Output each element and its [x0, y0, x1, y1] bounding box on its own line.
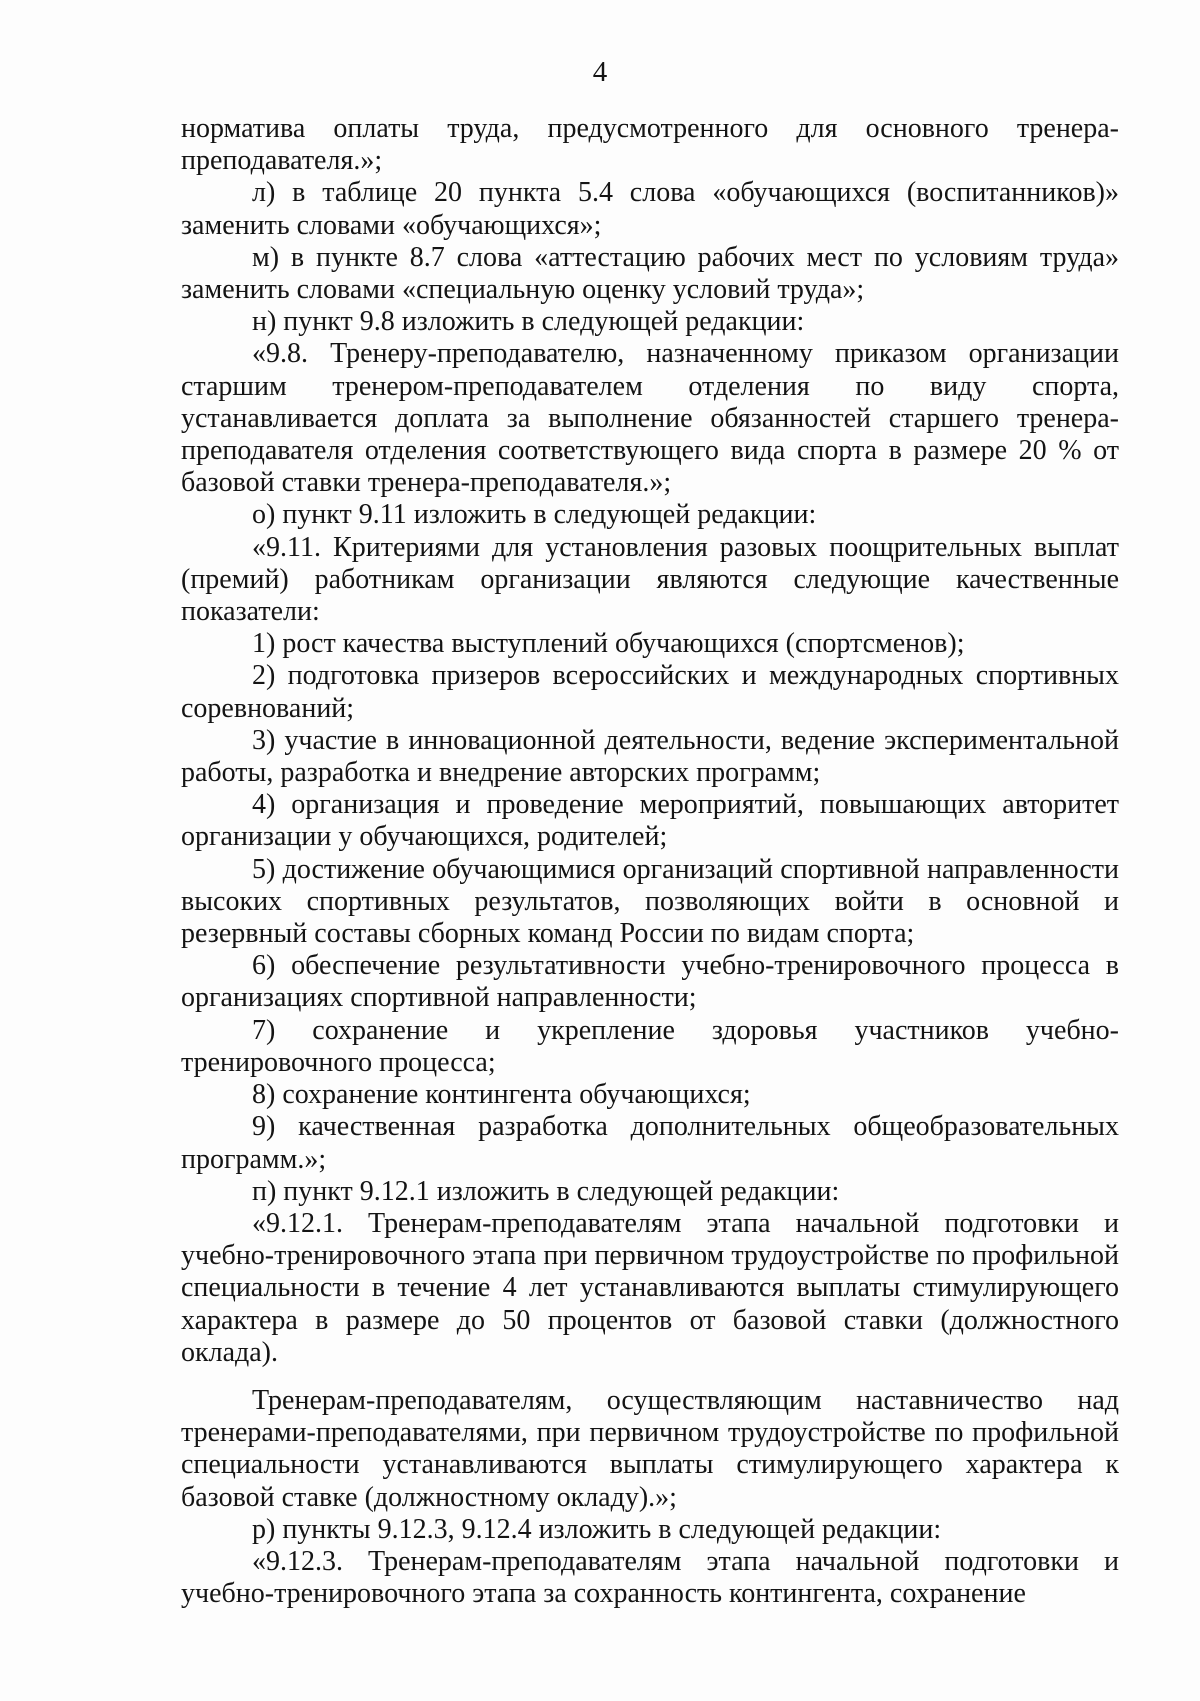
paragraph: л) в таблице 20 пункта 5.4 слова «обучающихся (воспитанников)» заменить словами «обучающихся»;: [181, 177, 1119, 241]
list-item: 3) участие в инновационной деятельности, ведение экспериментальной работы, разработка и внедрение авторских программ;: [181, 724, 1119, 789]
paragraph: р) пункты 9.12.3, 9.12.4 изложить в следующей редакции:: [252, 1513, 942, 1545]
paragraph: п) пункт 9.12.1 изложить в следующей редакции:: [252, 1175, 840, 1207]
list-item: 5) достижение обучающимися организаций спортивной направленности высоких спортивных результатов, позволяющих войти в основной и резервный составы сборных команд России по видам спорта;: [181, 853, 1119, 950]
document-body: [181, 113, 1119, 1610]
paragraph: о) пункт 9.11 изложить в следующей редакции:: [252, 499, 817, 531]
list-item: 4) организация и проведение мероприятий, повышающих авторитет организации у обучающихся, родителей;: [181, 789, 1119, 853]
list-item: 8) сохранение контингента обучающихся;: [252, 1079, 751, 1111]
list-item: 1) рост качества выступлений обучающихся (спортсменов);: [252, 628, 965, 660]
paragraph: «9.12.3. Тренерам-преподавателям этапа начальной подготовки и учебно-тренировочного этапа за сохранность контингента, сохранение: [181, 1545, 1119, 1610]
list-item: 7) сохранение и укрепление здоровья участников учебно-тренировочного процесса;: [181, 1014, 1119, 1078]
paragraph: норматива оплаты труда, предусмотренного для основного тренера-преподавателя.»;: [181, 113, 1119, 177]
page-number: 4: [592, 56, 608, 88]
paragraph: н) пункт 9.8 изложить в следующей редакции:: [252, 306, 805, 338]
list-item: 2) подготовка призеров всероссийских и международных спортивных соревнований;: [181, 660, 1119, 724]
paragraph: Тренерам-преподавателям, осуществляющим наставничество над тренерами-преподавателями, при первичном трудоустройстве по профильной специальности устанавливаются выплаты стимулирующего характера к базовой ставке (должностному окладу).»;: [181, 1384, 1119, 1513]
paragraph: «9.8. Тренеру-преподавателю, назначенному приказом организации старшим тренером-преподавателем отделения по виду спорта, устанавливается доплата за выполнение обязанностей старшего тренера-преподавателя отделения соответствующего вида спорта в размере 20 % от базовой ставки тренера-преподавателя.»;: [181, 338, 1119, 499]
list-item: 9) качественная разработка дополнительных общеобразовательных программ.»;: [181, 1111, 1119, 1175]
paragraph: м) в пункте 8.7 слова «аттестацию рабочих мест по условиям труда» заменить словами «специальную оценку условий труда»;: [181, 241, 1119, 306]
paragraph: «9.12.1. Тренерам-преподавателям этапа начальной подготовки и учебно-тренировочного этапа при первичном трудоустройстве по профильной специальности в течение 4 лет устанавливаются выплаты стимулирующего характера в размере до 50 процентов от базовой ставки (должностного оклада).: [181, 1207, 1119, 1368]
paragraph: «9.11. Критериями для установления разовых поощрительных выплат (премий) работникам организации являются следующие качественные показатели:: [181, 531, 1119, 628]
list-item: 6) обеспечение результативности учебно-тренировочного процесса в организациях спортивной направленности;: [181, 950, 1119, 1014]
